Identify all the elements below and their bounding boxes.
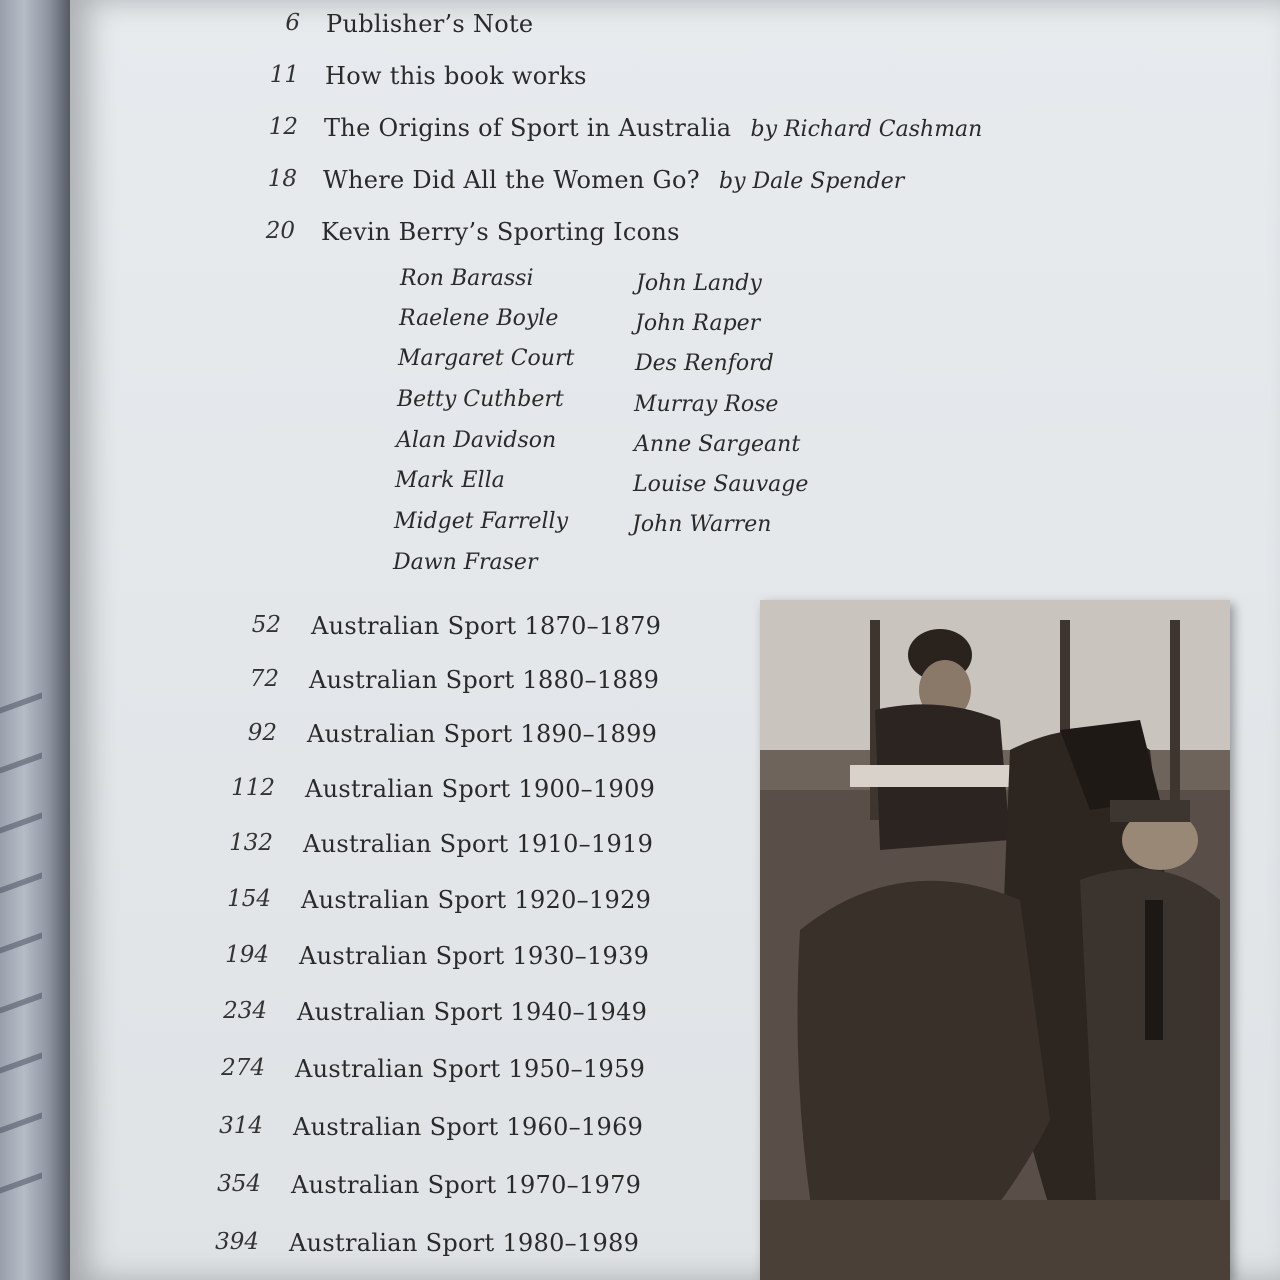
toc-entry-title: Kevin Berry’s Sporting Icons xyxy=(321,218,680,246)
icon-name: Ron Barassi xyxy=(400,266,534,291)
facing-page-stripe xyxy=(0,932,42,953)
toc-page-number: 52 xyxy=(251,612,281,638)
icon-name: Des Renford xyxy=(635,351,774,376)
toc-entry xyxy=(229,830,654,864)
toc-page-number: 354 xyxy=(217,1171,261,1197)
toc-entry xyxy=(227,886,652,920)
toc-page-number: 132 xyxy=(229,830,273,856)
toc-entry xyxy=(265,218,680,252)
toc-entry xyxy=(249,666,660,700)
toc-entry-author: by Richard Cashman xyxy=(750,117,983,142)
toc-page-number: 112 xyxy=(231,775,275,801)
facing-page-stripe xyxy=(0,1112,42,1133)
toc-entry xyxy=(285,10,534,44)
toc-entry xyxy=(219,1113,644,1147)
toc-page-number: 394 xyxy=(215,1229,259,1255)
toc-page-number: 72 xyxy=(249,666,279,692)
toc-entry-author: by Dale Spender xyxy=(719,169,905,194)
icon-name: Murray Rose xyxy=(634,392,779,417)
toc-entry xyxy=(267,166,905,200)
photo-ground xyxy=(760,1200,1230,1280)
photo-figures xyxy=(760,600,1230,1280)
toc-entry xyxy=(223,998,648,1032)
toc-entry xyxy=(217,1171,642,1205)
toc-entry-title: Australian Sport 1920–1929 xyxy=(301,886,652,914)
toc-entry-title: Australian Sport 1930–1939 xyxy=(299,942,650,970)
icon-name: Raelene Boyle xyxy=(399,306,559,331)
facing-page-stripe xyxy=(0,812,42,833)
toc-entry xyxy=(231,775,656,809)
icon-name: Dawn Fraser xyxy=(393,550,538,575)
toc-entry-title: Australian Sport 1980–1989 xyxy=(289,1229,640,1257)
toc-entry xyxy=(269,62,587,96)
icon-name: John Raper xyxy=(635,311,761,336)
toc-page-number: 92 xyxy=(247,720,277,746)
toc-page-number: 194 xyxy=(225,942,269,968)
facing-page-stripe xyxy=(0,692,42,713)
toc-entry-title: How this book works xyxy=(325,62,587,90)
toc-entry xyxy=(247,720,658,754)
toc-entry-title: Australian Sport 1880–1889 xyxy=(309,666,660,694)
icon-name: Alan Davidson xyxy=(396,428,557,453)
toc-entry xyxy=(221,1055,646,1089)
facing-page-stripe xyxy=(0,1052,42,1073)
icon-name: Midget Farrelly xyxy=(394,509,569,534)
toc-page-number: 234 xyxy=(223,998,267,1024)
facing-page xyxy=(0,0,80,1280)
facing-page-stripe xyxy=(0,992,42,1013)
toc-entry-title: Publisher’s Note xyxy=(326,10,534,38)
toc-entry-title: Where Did All the Women Go? xyxy=(323,166,700,194)
icon-name: Mark Ella xyxy=(395,468,505,493)
toc-page-number: 154 xyxy=(227,886,271,912)
icon-name: Betty Cuthbert xyxy=(397,387,564,412)
toc-entry xyxy=(268,114,983,148)
toc-entry-title: The Origins of Sport in Australia xyxy=(324,114,732,142)
icon-name: Margaret Court xyxy=(398,346,575,371)
toc-page-number: 274 xyxy=(221,1055,265,1081)
toc-entry-title: Australian Sport 1950–1959 xyxy=(295,1055,646,1083)
toc-entry-title: Australian Sport 1970–1979 xyxy=(291,1171,642,1199)
toc-page-number: 12 xyxy=(268,114,298,140)
toc-entry-title: Australian Sport 1910–1919 xyxy=(303,830,654,858)
toc-entry xyxy=(225,942,650,976)
facing-page-stripe xyxy=(0,752,42,773)
icon-name: John Landy xyxy=(636,271,762,296)
toc-entry-title: Australian Sport 1960–1969 xyxy=(293,1113,644,1141)
toc-page-number: 11 xyxy=(269,62,299,88)
icon-name: Anne Sargeant xyxy=(634,432,801,457)
toc-entry-title: Australian Sport 1900–1909 xyxy=(305,775,656,803)
toc-entry-title: Australian Sport 1870–1879 xyxy=(311,612,662,640)
toc-entry xyxy=(251,612,662,646)
toc-page-number: 6 xyxy=(285,10,300,36)
facing-page-stripe xyxy=(0,1172,42,1193)
toc-page-number: 20 xyxy=(265,218,295,244)
toc-entry-title: Australian Sport 1890–1899 xyxy=(307,720,658,748)
toc-entry-title: Australian Sport 1940–1949 xyxy=(297,998,648,1026)
icon-name: John Warren xyxy=(632,512,772,537)
toc-entry xyxy=(215,1229,640,1263)
facing-page-stripe xyxy=(0,872,42,893)
jockey-horse-photo xyxy=(760,600,1230,1280)
toc-page-number: 314 xyxy=(219,1113,263,1139)
toc-page-number: 18 xyxy=(267,166,297,192)
icon-name: Louise Sauvage xyxy=(633,472,809,497)
